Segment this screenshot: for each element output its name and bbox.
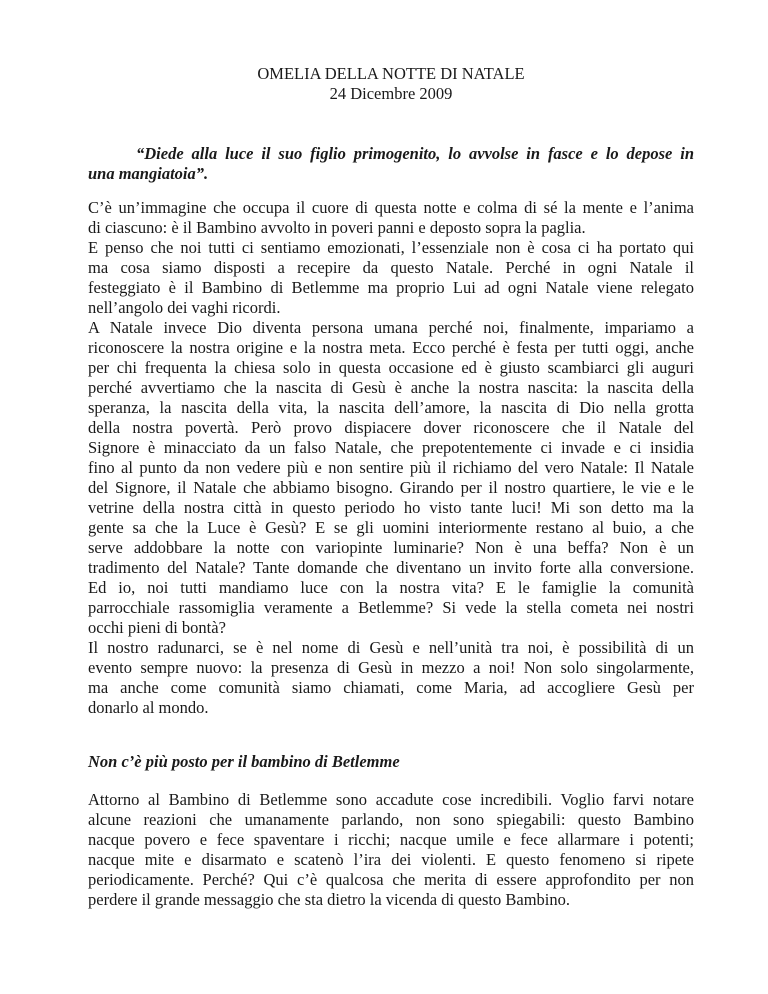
paragraph-line: vetrine della nostra città in questo periodo ho visto tante luci! Mi son detto ma la — [88, 498, 694, 517]
paragraph-line: C’è un’immagine che occupa il cuore di questa notte e colma di sé la mente e l’anima — [88, 198, 694, 217]
epigraph-line: una mangiatoia”. — [88, 164, 209, 183]
paragraph-line: di ciascuno: è il Bambino avvolto in poveri panni e deposto sopra la paglia. — [88, 218, 586, 237]
paragraph-line: perdere il grande messaggio che sta dietro la vicenda di questo Bambino. — [88, 890, 571, 909]
paragraph-line: riconoscere la nostra origine e la nostra meta. Ecco perché è festa per tutti oggi, anche — [88, 338, 694, 357]
paragraph-line: donarlo al mondo. — [88, 698, 209, 717]
paragraph-line: speranza, la nascita della vita, la nascita dell’amore, la nascita di Dio nella grotta — [88, 398, 694, 417]
paragraph-line: nacque povero e fece spaventare i ricchi; nacque umile e fece allarmare i potenti; — [88, 830, 694, 849]
paragraph-line: periodicamente. Perché? Qui c’è qualcosa che merita di essere approfondito per non — [88, 870, 694, 889]
paragraph-line: del Signore, il Natale che abbiamo bisogno. Girando per il nostro quartiere, le vie e le — [88, 478, 694, 497]
paragraph-line: E penso che noi tutti ci sentiamo emozionati, l’essenziale non è cosa ci ha portato qui — [88, 238, 694, 257]
paragraph-line: ma cosa siamo disposti a recepire da questo Natale. Perché in ogni Natale il — [88, 258, 694, 277]
paragraph-line: perché avvertiamo che la nascita di Gesù è anche la nostra nascita: la nascita della — [88, 378, 694, 397]
paragraph-line: Attorno al Bambino di Betlemme sono accadute cose incredibili. Voglio farvi notare — [88, 790, 694, 809]
paragraph-line: Il nostro radunarci, se è nel nome di Gesù e nell’unità tra noi, è possibilità di un — [88, 638, 694, 657]
section-heading: Non c’è più posto per il bambino di Betlemme — [88, 752, 400, 771]
document-date: 24 Dicembre 2009 — [329, 84, 453, 103]
paragraph-line: gente sa che la Luce è Gesù? E se gli uomini interiormente restano al buio, a che — [88, 518, 694, 537]
paragraph-line: fino al punto da non vedere più e non sentire più il richiamo del vero Natale: Il Natale — [88, 458, 694, 477]
paragraph-line: Ed io, noi tutti mandiamo luce con la nostra vita? E le famiglie la comunità — [88, 578, 694, 597]
paragraph-line: nell’angolo dei vaghi ricordi. — [88, 298, 281, 317]
paragraph-line: Signore è minacciato da un falso Natale, che prepotentemente ci invade e ci insidia — [88, 438, 694, 457]
document-title: OMELIA DELLA NOTTE DI NATALE — [257, 64, 525, 83]
paragraph-line: A Natale invece Dio diventa persona umana perché noi, finalmente, impariamo a — [88, 318, 694, 337]
paragraph-line: per chi frequenta la chiesa solo in questa occasione ed è giusto scambiarci gli auguri — [88, 358, 694, 377]
paragraph-line: parrocchiale rassomiglia veramente a Betlemme? Si vede la stella cometa nei nostri — [88, 598, 694, 617]
epigraph-line: “Diede alla luce il suo figlio primogenito, lo avvolse in fasce e lo depose in — [136, 144, 694, 163]
paragraph-line: della nostra povertà. Però provo dispiacere dover riconoscere che il Natale del — [88, 418, 694, 437]
paragraph-line: occhi pieni di bontà? — [88, 618, 226, 637]
paragraph-line: nacque mite e disarmato e scatenò l’ira dei violenti. E questo fenomeno si ripete — [88, 850, 694, 869]
paragraph-line: tradimento del Natale? Tante domande che diventano un invito forte alla conversione. — [88, 558, 694, 577]
paragraph-line: serve addobbare la notte con variopinte luminarie? Non è una beffa? Non è un — [88, 538, 694, 557]
paragraph-line: alcune reazioni che umanamente parlando, non sono spiegabili: questo Bambino — [88, 810, 694, 829]
paragraph-line: evento sempre nuovo: la presenza di Gesù in mezzo a noi! Non solo singolarmente, — [88, 658, 694, 677]
paragraph-line: festeggiato è il Bambino di Betlemme ma proprio Lui ad ogni Natale viene relegato — [88, 278, 694, 297]
paragraph-line: ma anche come comunità siamo chiamati, come Maria, ad accogliere Gesù per — [88, 678, 694, 697]
